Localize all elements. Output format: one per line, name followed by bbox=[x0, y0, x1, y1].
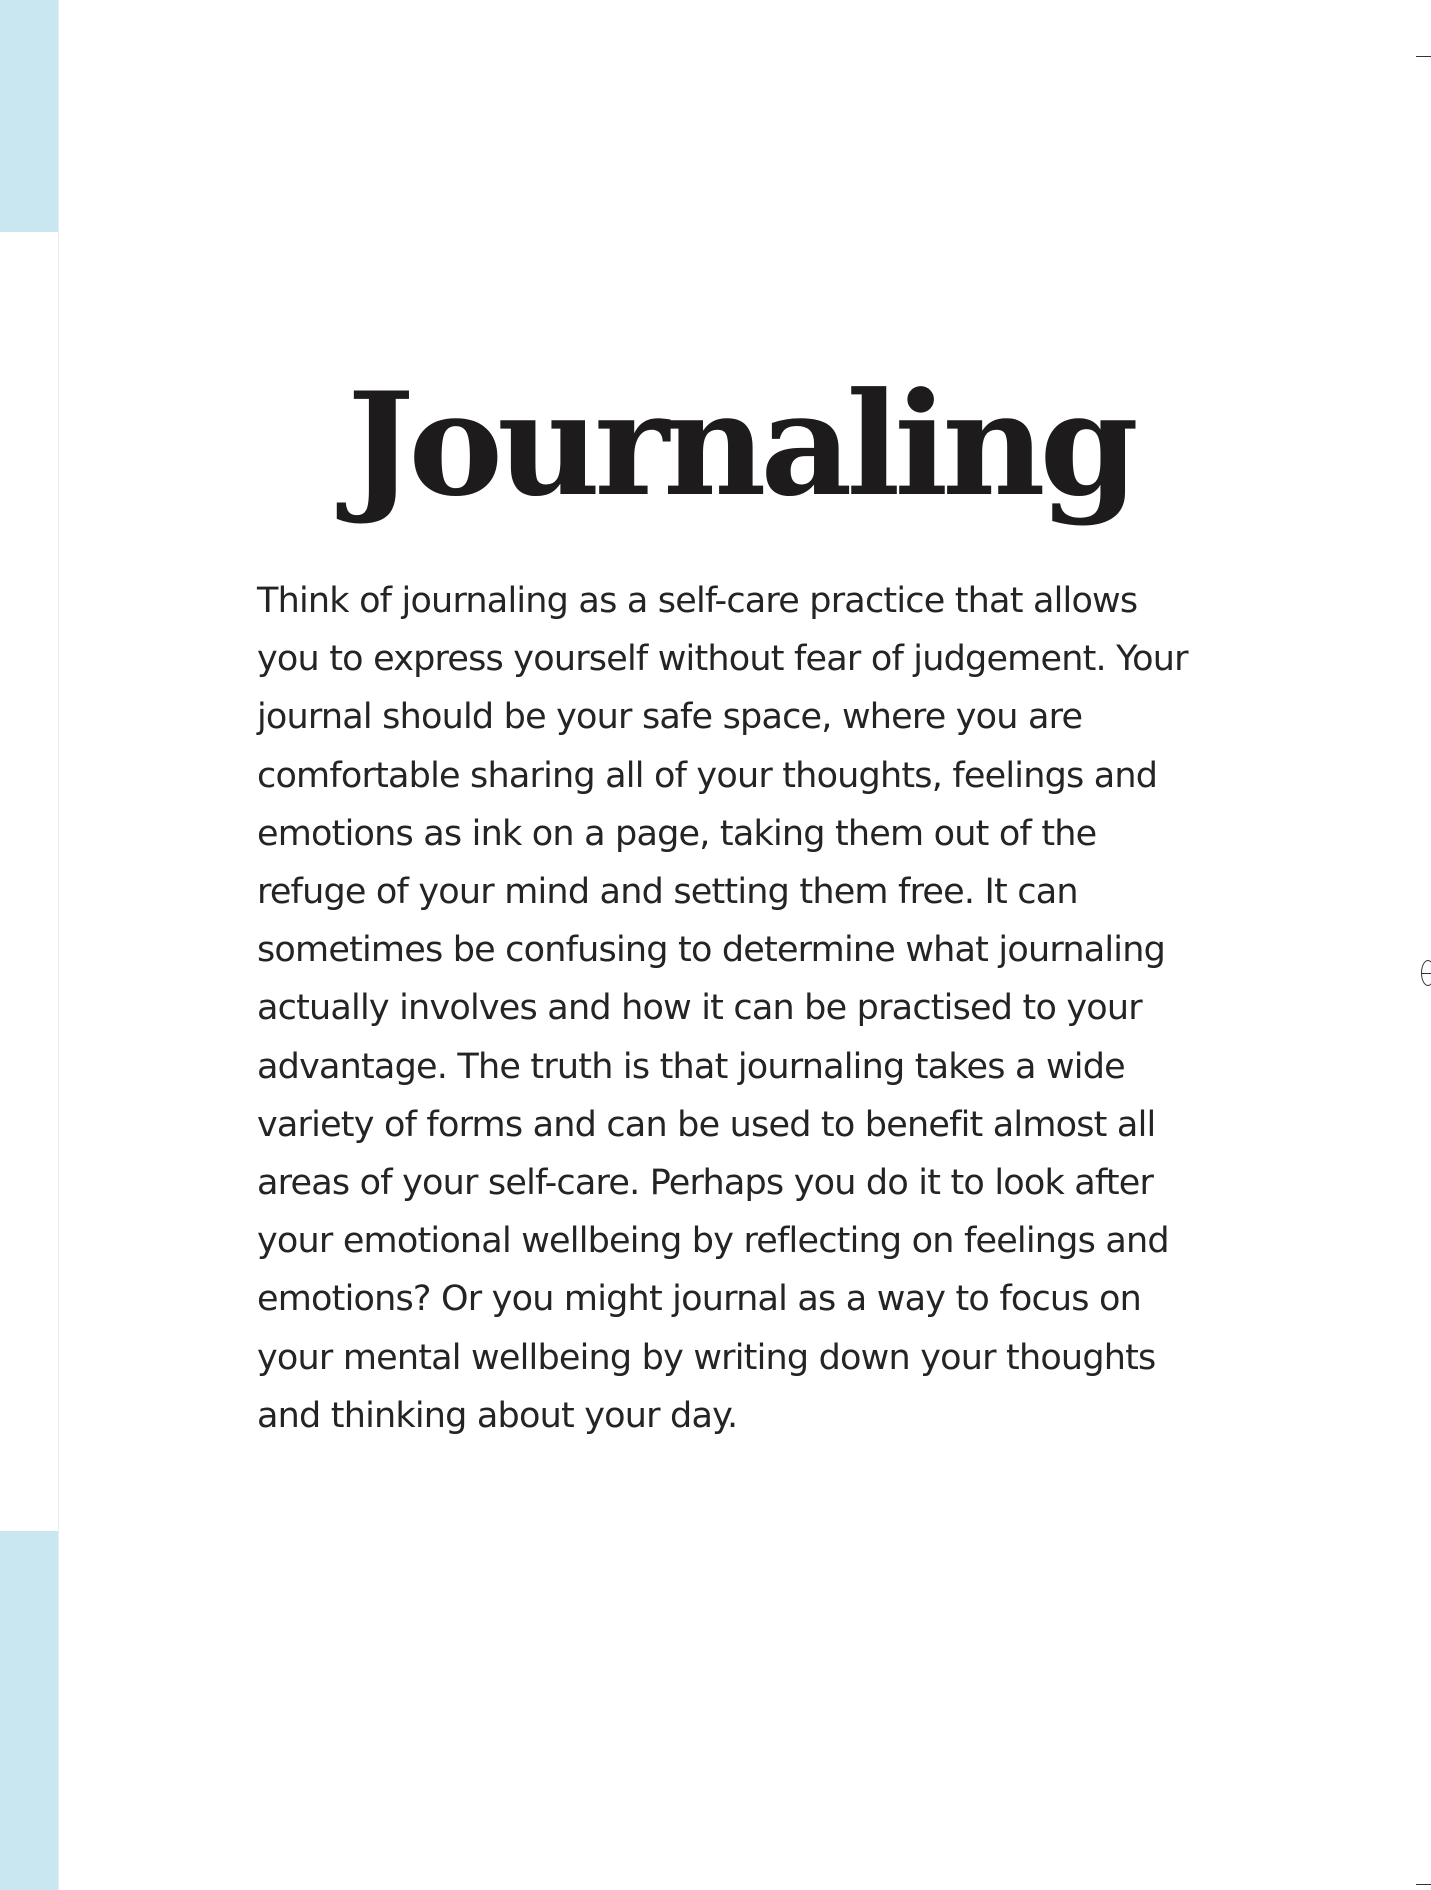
crop-mark-top bbox=[1416, 56, 1431, 57]
crop-mark-bottom bbox=[1416, 1884, 1431, 1885]
registration-mark bbox=[1421, 960, 1431, 986]
page-edge-strip-bottom bbox=[0, 1531, 58, 1890]
page-edge-line bbox=[58, 0, 59, 1890]
page-edge-strip-top bbox=[0, 0, 58, 232]
body-paragraph: Think of journaling as a self-care practice that allows you to express yourself without fear of judgement. Your journal should be your safe space, where you are comfortable sharing all of your thoughts, feelings and emotions as ink on a page, taking them out of the refuge of your mind and setting them free. It can sometimes be confusing to determine what journaling actually involves and how it can be practised to your advantage. The truth is that journaling takes a wide variety of forms and can be used to benefit almost all areas of your self-care. Perhaps you do it to look after your emotional wellbeing by reflecting on feelings and emotions? Or you might journal as a way to focus on your mental wellbeing by writing down your thoughts and thinking about your day. bbox=[257, 581, 1188, 1436]
page-title: Journaling bbox=[347, 362, 1133, 528]
